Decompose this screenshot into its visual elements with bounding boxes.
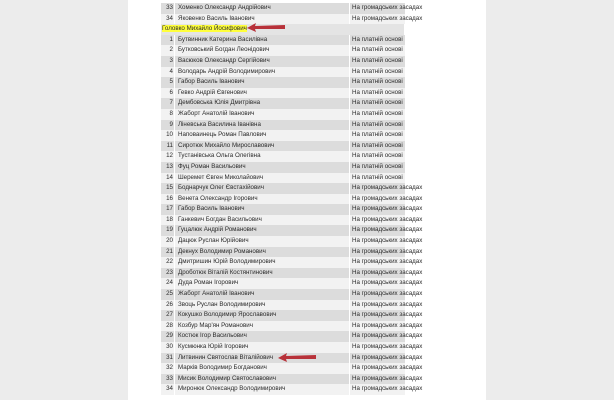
row-number: 13: [161, 162, 174, 173]
table-row: [161, 310, 537, 321]
table-row: [161, 194, 537, 205]
row-basis: На платній основі: [350, 120, 405, 131]
row-number: 20: [161, 236, 174, 247]
arrow-pointer-top: [246, 22, 286, 32]
row-name: Дмитришин Юрій Володимирович: [175, 257, 349, 268]
row-basis: На громадських засадах: [350, 278, 405, 289]
row-name: Васюков Олександр Сергійович: [175, 56, 349, 67]
staff-table: [161, 3, 537, 395]
row-number: 29: [161, 331, 174, 342]
row-basis: На платній основі: [350, 56, 405, 67]
row-number: 33: [161, 374, 174, 385]
row-number: 32: [161, 363, 174, 374]
row-number: 34: [161, 14, 174, 25]
row-basis: На платній основі: [350, 88, 405, 99]
table-row: [161, 173, 537, 184]
row-basis: На громадських засадах: [350, 215, 405, 226]
row-name: Габор Василь Іванович: [175, 77, 349, 88]
row-number: 15: [161, 183, 174, 194]
row-number: 31: [161, 353, 174, 364]
table-row: [161, 236, 537, 247]
row-basis: На громадських засадах: [350, 363, 405, 374]
row-basis: На громадських засадах: [350, 3, 405, 14]
row-name: Тустанівська Ольга Олегівна: [175, 151, 349, 162]
row-name: Боднарчук Олег Євстахійович: [175, 183, 349, 194]
row-name: Дембовська Юлія Дмитрівна: [175, 98, 349, 109]
row-name: Яковенко Василь Іванович: [175, 14, 349, 25]
row-number: 7: [161, 98, 174, 109]
table-row: [161, 88, 537, 99]
row-number: 12: [161, 151, 174, 162]
row-number: 16: [161, 194, 174, 205]
row-name: Сиротюк Михайло Мирославович: [175, 141, 349, 152]
table-row: [161, 67, 537, 78]
row-name: Декнух Володимир Романович: [175, 247, 349, 258]
table-body: [161, 35, 537, 395]
table-row: [161, 374, 537, 385]
row-number: 8: [161, 109, 174, 120]
row-basis: На громадських засадах: [350, 225, 405, 236]
row-name: Литвинин Святослав Віталійович: [175, 353, 349, 364]
row-basis: На громадських засадах: [350, 289, 405, 300]
table-row: [161, 300, 537, 311]
row-number: 22: [161, 257, 174, 268]
row-number: 5: [161, 77, 174, 88]
document-page: [128, 0, 486, 400]
section-header-row: [161, 24, 537, 35]
table-row: [161, 225, 537, 236]
row-number: 3: [161, 56, 174, 67]
row-basis: На платній основі: [350, 141, 405, 152]
row-basis: На громадських засадах: [350, 183, 405, 194]
row-name: Венета Олександр Ігорович: [175, 194, 349, 205]
row-basis: На громадських засадах: [350, 257, 405, 268]
table-row: [161, 331, 537, 342]
row-number: 6: [161, 88, 174, 99]
table-row: [161, 35, 537, 46]
row-name: Габор Василь Іванович: [175, 204, 349, 215]
table-row: [161, 56, 537, 67]
row-number: 4: [161, 67, 174, 78]
row-basis: На громадських засадах: [350, 300, 405, 311]
row-number: 17: [161, 204, 174, 215]
row-name: Мисик Володимир Святославович: [175, 374, 349, 385]
table-row: [161, 257, 537, 268]
row-name: Гуцалюк Андрій Романович: [175, 225, 349, 236]
row-basis: На громадських засадах: [350, 247, 405, 258]
row-name: Бутковський Богдан Леонідович: [175, 45, 349, 56]
row-number: 19: [161, 225, 174, 236]
table-row: [161, 162, 537, 173]
row-number: 18: [161, 215, 174, 226]
row-name: Жаборт Анатолій Іванович: [175, 289, 349, 300]
row-name: Дроботюк Віталій Костянтинович: [175, 268, 349, 279]
table-row: [161, 130, 537, 141]
table-row: [161, 204, 537, 215]
row-number: 23: [161, 268, 174, 279]
row-number: 11: [161, 141, 174, 152]
row-name: Кусмюнка Юрій Ігорович: [175, 342, 349, 353]
row-number: 21: [161, 247, 174, 258]
table-row: [161, 353, 537, 364]
row-number: 27: [161, 310, 174, 321]
table-row: [161, 321, 537, 332]
row-basis: На платній основі: [350, 45, 405, 56]
section-header-label: Головко Михайло Йосифович: [162, 25, 247, 33]
table-row: [161, 342, 537, 353]
row-basis: На громадських засадах: [350, 204, 405, 215]
table-row: [161, 98, 537, 109]
row-number: 28: [161, 321, 174, 332]
table-row: [161, 77, 537, 88]
row-basis: На платній основі: [350, 109, 405, 120]
row-name: Ганкевич Богдан Васильович: [175, 215, 349, 226]
row-basis: На громадських засадах: [350, 14, 405, 25]
row-basis: На громадських засадах: [350, 374, 405, 385]
row-name: Ліневська Василина Іванівна: [175, 120, 349, 131]
row-name: Володарь Андрій Володимирович: [175, 67, 349, 78]
row-name: Марків Володимир Богданович: [175, 363, 349, 374]
row-number: 33: [161, 3, 174, 14]
row-name: Бутвинник Катерина Василівна: [175, 35, 349, 46]
row-number: 24: [161, 278, 174, 289]
table-row: [161, 45, 537, 56]
row-name: Миронюк Олександр Володимирович: [175, 384, 349, 395]
table-row: [161, 141, 537, 152]
table-row: [161, 14, 537, 25]
row-number: 26: [161, 300, 174, 311]
row-basis: На громадських засадах: [350, 236, 405, 247]
table-row: [161, 278, 537, 289]
table-row: [161, 120, 537, 131]
table-row: [161, 384, 537, 395]
row-basis: На платній основі: [350, 151, 405, 162]
table-row: [161, 215, 537, 226]
row-name: Хоменко Олександр Андрійович: [175, 3, 349, 14]
row-basis: На громадських засадах: [350, 353, 405, 364]
row-number: 9: [161, 120, 174, 131]
table-row: [161, 363, 537, 374]
row-name: Козбур Мар'ян Романович: [175, 321, 349, 332]
row-basis: На громадських засадах: [350, 384, 405, 395]
row-name: Дацюк Руслан Юрійович: [175, 236, 349, 247]
row-name: Наповаинець Роман Павлович: [175, 130, 349, 141]
row-name: Фуц Роман Васильович: [175, 162, 349, 173]
table-row: [161, 3, 537, 14]
row-number: 34: [161, 384, 174, 395]
row-number: 25: [161, 289, 174, 300]
arrow-shape: [278, 353, 316, 362]
table-row: [161, 183, 537, 194]
row-basis: На платній основі: [350, 67, 405, 78]
row-basis: На платній основі: [350, 77, 405, 88]
arrow-pointer-bottom: [277, 352, 317, 362]
row-basis: На платній основі: [350, 162, 405, 173]
row-number: 1: [161, 35, 174, 46]
row-name: Костюк Ігор Васильович: [175, 331, 349, 342]
table-row: [161, 109, 537, 120]
table-row: [161, 247, 537, 258]
row-basis: На громадських засадах: [350, 194, 405, 205]
row-basis: На платній основі: [350, 35, 405, 46]
row-basis: На платній основі: [350, 98, 405, 109]
row-basis: На громадських засадах: [350, 331, 405, 342]
row-basis: На громадських засадах: [350, 268, 405, 279]
row-number: 14: [161, 173, 174, 184]
row-basis: На громадських засадах: [350, 321, 405, 332]
row-basis: На громадських засадах: [350, 310, 405, 321]
row-name: Жаборт Анатолій Іванович: [175, 109, 349, 120]
row-name: Шеремет Євген Миколайович: [175, 173, 349, 184]
row-basis: На платній основі: [350, 130, 405, 141]
table-row: [161, 289, 537, 300]
row-basis: На платній основі: [350, 173, 405, 184]
row-name: Дуда Роман Ігорович: [175, 278, 349, 289]
row-number: 10: [161, 130, 174, 141]
row-name: Гевко Андрій Євгенович: [175, 88, 349, 99]
row-number: 2: [161, 45, 174, 56]
arrow-shape: [247, 23, 285, 32]
row-number: 30: [161, 342, 174, 353]
table-row: [161, 151, 537, 162]
row-basis: На громадських засадах: [350, 342, 405, 353]
table-row: [161, 268, 537, 279]
row-name: Кокушко Володимир Ярославович: [175, 310, 349, 321]
row-name: Звоць Руслан Володимирович: [175, 300, 349, 311]
